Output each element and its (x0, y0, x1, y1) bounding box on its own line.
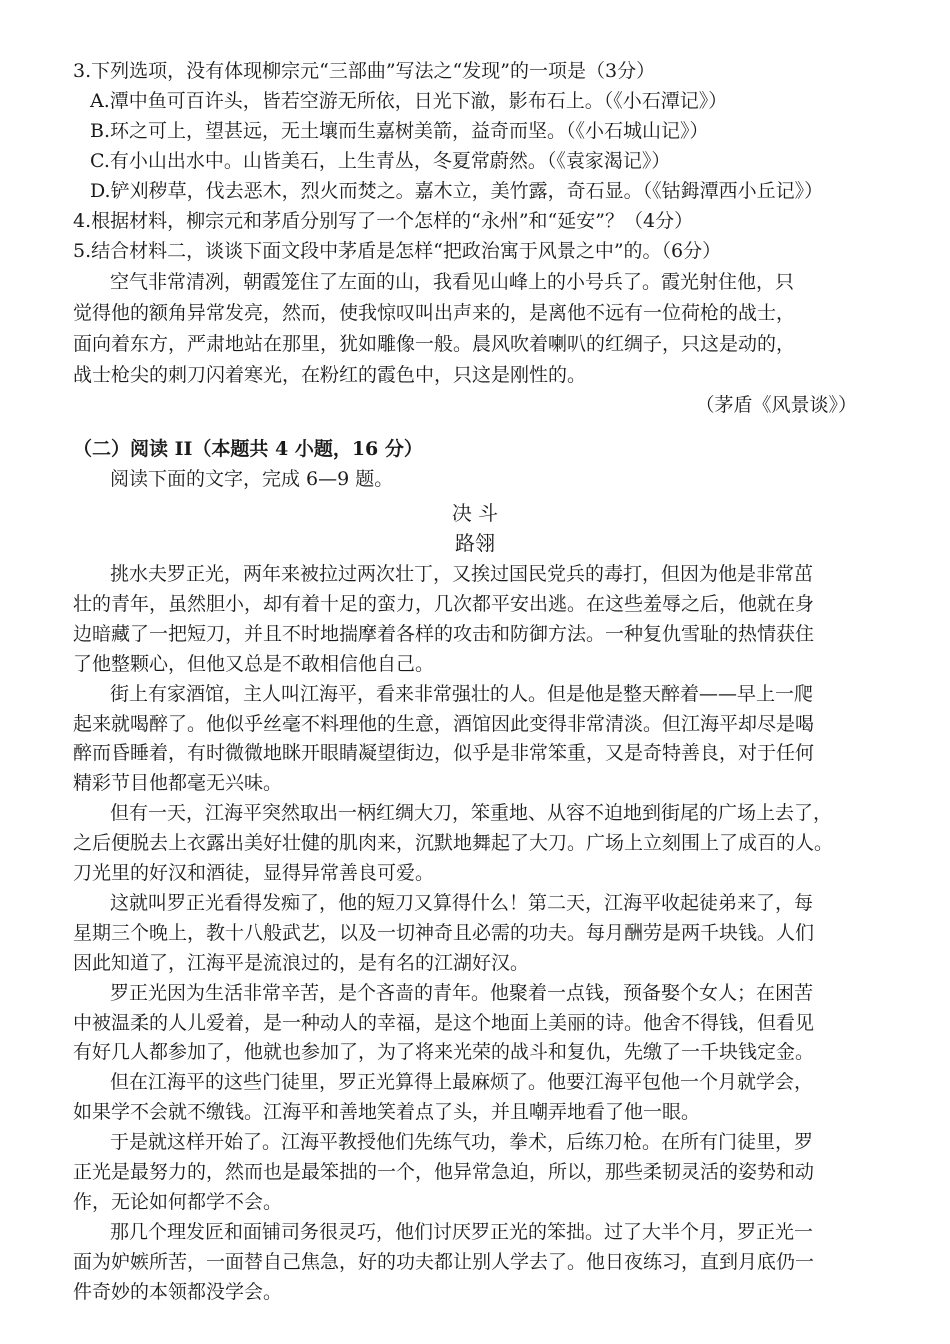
story-line: 之后便脱去上衣露出美好壮健的肌肉来，沉默地舞起了大刀。广场上立刻围上了成百的人。 (73, 832, 834, 855)
story-line: 因此知道了，江海平是流浪过的，是有名的江湖好汉。 (73, 951, 530, 974)
section-instruction: 阅读下面的文字，完成 6—9 题。 (110, 468, 394, 490)
excerpt-source: （茅盾《风景谈》） (695, 394, 857, 416)
story-line: 面为妒嫉所苦，一面替自己焦急，好的功夫都让别人学去了。他日夜练习，直到月底仍一 (73, 1250, 815, 1273)
story-line: 但在江海平的这些门徒里，罗正光算得上最麻烦了。他要江海平包他一个月就学会， (110, 1071, 814, 1094)
question-5: 5.结合材料二，谈谈下面文段中茅盾是怎样“把政治寓于风景之中”的。（6分） (73, 240, 722, 262)
story-line: 挑水夫罗正光，两年来被拉过两次壮丁，又挨过国民党兵的毒打，但因为他是非常茁 (110, 563, 814, 585)
excerpt-line: 战士枪尖的刺刀闪着寒光，在粉红的霞色中，只这是刚性的。 (73, 364, 587, 386)
question-3-option-d: D.铲刈秽草，伐去恶木，烈火而焚之。嘉木立，美竹露，奇石显。（《钴鉧潭西小丘记》） (90, 180, 824, 202)
story-line: 如果学不会就不缴钱。江海平和善地笑着点了头，并且嘲弄地看了他一眼。 (73, 1101, 701, 1124)
story-line: 醉而昏睡着，有时微微地眯开眼睛凝望街边，似乎是非常笨重，又是奇特善良，对于任何 (73, 742, 815, 765)
question-3-option-c: C.有小山出水中。山皆美石，上生青丛，冬夏常蔚然。（《袁家渴记》） (90, 150, 671, 172)
question-3-stem: 3.下列选项，没有体现柳宗元“三部曲”写法之“发现”的一项是（3分） (73, 60, 656, 82)
story-line: 壮的青年，虽然胆小，却有着十足的蛮力，几次都平安出逃。在这些羞辱之后，他就在身 (73, 592, 815, 615)
question-4: 4.根据材料，柳宗元和茅盾分别写了一个怎样的“永州”和“延安”？（4分） (73, 210, 694, 232)
story-line: 这就叫罗正光看得发痴了，他的短刀又算得什么！第二天，江海平收起徒弟来了，每 (110, 891, 814, 914)
story-line: 但有一天，江海平突然取出一柄红绸大刀，笨重地、从容不迫地到街尾的广场上去了， (110, 802, 833, 825)
story-line: 刀光里的好汉和酒徒，显得异常善良可爱。 (73, 862, 435, 884)
story-line: 件奇妙的本领都没学会。 (73, 1280, 283, 1303)
story-line: 于是就这样开始了。江海平教授他们先练气功，拳术，后练刀枪。在所有门徒里，罗 (110, 1131, 814, 1154)
question-3-option-a: A.潭中鱼可百许头，皆若空游无所依，日光下澈，影布石上。（《小石潭记》） (90, 90, 728, 112)
question-3-option-b: B.环之可上，望甚远，无土壤而生嘉树美箭，益奇而坚。（《小石城山记》） (90, 120, 709, 142)
excerpt-line: 面向着东方，严肃地站在那里，犹如雕像一般。晨风吹着喇叭的红绸子，只这是动的， (73, 333, 796, 355)
story-line: 起来就喝醉了。他似乎丝毫不料理他的生意，酒馆因此变得非常清淡。但江海平却尽是喝 (73, 712, 815, 735)
story-line: 中被温柔的人儿爱着，是一种动人的幸福，是这个地面上美丽的诗。他舍不得钱，但看见 (73, 1011, 815, 1034)
story-line: 罗正光因为生活非常辛苦，是个吝啬的青年。他聚着一点钱，预备娶个女人；在困苦 (110, 981, 814, 1004)
story-line: 正光是最努力的，然而也是最笨拙的一个，他异常急迫，所以，那些柔韧灵活的姿势和动 (73, 1161, 815, 1183)
story-line: 那几个理发匠和面铺司务很灵巧，他们讨厌罗正光的笨拙。过了大半个月，罗正光一 (110, 1220, 814, 1243)
story-line: 街上有家酒馆，主人叫江海平，看来非常强壮的人。但是他是整天醉着——早上一爬 (110, 682, 814, 705)
story-line: 作，无论如何都学不会。 (73, 1190, 283, 1213)
story-author: 路翎 (455, 531, 495, 555)
story-line: 了他整颗心，但他又总是不敢相信他自己。 (73, 652, 435, 675)
story-line: 精彩节目他都毫无兴味。 (73, 772, 283, 795)
story-line: 边暗藏了一把短刀，并且不时地揣摩着各样的攻击和防御方法。一种复仇雪耻的热情获住 (73, 622, 815, 645)
section-heading: （二）阅读 II（本题共 4 小题，16 分） (73, 438, 423, 460)
excerpt-line: 觉得他的额角异常发亮，然而，使我惊叹叫出声来的，是离他不远有一位荷枪的战士， (73, 302, 796, 324)
excerpt-line: 空气非常清冽，朝霞笼住了左面的山，我看见山峰上的小号兵了。霞光射住他，只 (110, 271, 795, 293)
story-line: 星期三个晚上，教十八般武艺，以及一切神奇且必需的功夫。每月酬劳是两千块钱。人们 (73, 921, 815, 944)
story-title: 决 斗 (451, 501, 499, 525)
story-line: 有好几人都参加了，他就也参加了，为了将来光荣的战斗和复仇，先缴了一千块钱定金。 (73, 1041, 815, 1064)
